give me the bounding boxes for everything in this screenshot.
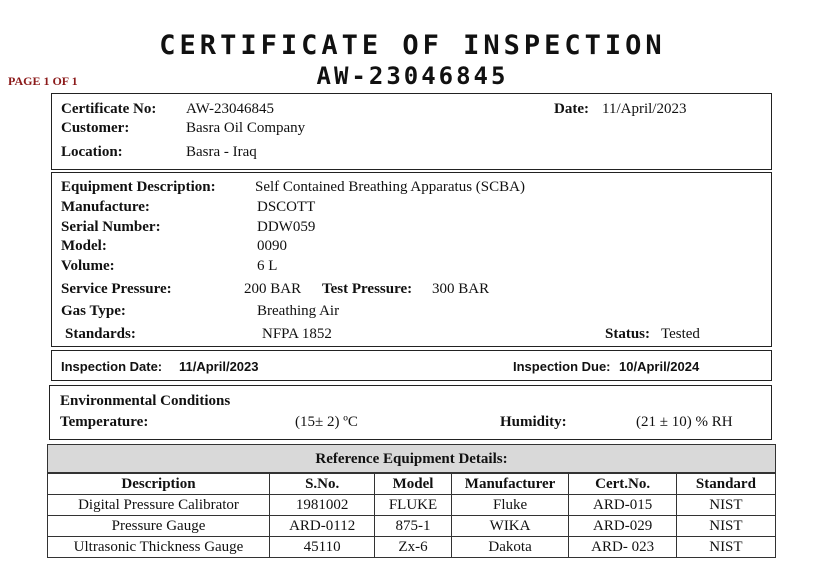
model-value: 0090: [257, 238, 287, 254]
column-header-model: Model: [375, 474, 451, 495]
temperature-value: (15± 2) ºC: [295, 414, 358, 430]
column-header-description: Description: [48, 474, 270, 495]
volume-value: 6 L: [257, 258, 278, 274]
status-label: Status:: [605, 326, 651, 342]
manufacture-label: Manufacture:: [61, 199, 150, 215]
table-cell: ARD-015: [569, 495, 676, 516]
standards-label: Standards:: [65, 326, 136, 342]
humidity-value: (21 ± 10) % RH: [636, 414, 733, 430]
column-header-manufacturer: Manufacturer: [451, 474, 569, 495]
environmental-heading: Environmental Conditions: [60, 393, 231, 409]
cert-no-label: Certificate No:: [61, 101, 157, 117]
table-cell: FLUKE: [375, 495, 451, 516]
inspection-date-label: Inspection Date:: [61, 359, 163, 374]
gas-type-label: Gas Type:: [61, 303, 126, 319]
volume-label: Volume:: [61, 258, 115, 274]
gas-type-value: Breathing Air: [257, 303, 340, 319]
table-cell: ARD-029: [569, 516, 676, 537]
service-pressure-label: Service Pressure:: [61, 281, 172, 297]
service-pressure-value: 200 BAR: [244, 281, 302, 297]
table-row: [48, 516, 776, 537]
customer-value: Basra Oil Company: [186, 120, 306, 136]
table-cell: Dakota: [451, 537, 569, 558]
table-cell: ARD-0112: [270, 516, 375, 537]
page-label: PAGE 1 OF 1: [8, 74, 78, 88]
equipment-box: [51, 172, 772, 347]
table-cell: NIST: [676, 537, 775, 558]
customer-label: Customer:: [61, 120, 130, 136]
location-value: Basra - Iraq: [186, 144, 257, 160]
equipment-description-value: Self Contained Breathing Apparatus (SCBA): [255, 179, 525, 195]
serial-number-value: DDW059: [257, 219, 316, 235]
table-cell: 1981002: [270, 495, 375, 516]
location-label: Location:: [61, 144, 123, 160]
table-cell: 875-1: [375, 516, 451, 537]
test-pressure-label: Test Pressure:: [322, 281, 413, 297]
table-cell: Ultrasonic Thickness Gauge: [48, 537, 270, 558]
reference-equipment-table: [47, 473, 776, 558]
equipment-description-label: Equipment Description:: [61, 179, 216, 195]
status-value: Tested: [661, 326, 700, 342]
table-cell: WIKA: [451, 516, 569, 537]
humidity-label: Humidity:: [500, 414, 567, 430]
test-pressure-value: 300 BAR: [432, 281, 490, 297]
reference-equipment-heading: Reference Equipment Details:: [47, 444, 776, 473]
serial-number-label: Serial Number:: [61, 219, 161, 235]
date-label: Date:: [554, 101, 589, 117]
table-cell: Pressure Gauge: [48, 516, 270, 537]
cert-no-value: AW-23046845: [186, 101, 274, 117]
temperature-label: Temperature:: [60, 414, 149, 430]
table-cell: NIST: [676, 495, 775, 516]
inspection-due-value: 10/April/2024: [619, 359, 700, 374]
column-header-standard: Standard: [676, 474, 775, 495]
certificate-title: CERTIFICATE OF INSPECTION: [159, 30, 666, 61]
certificate-code-heading: AW-23046845: [316, 62, 509, 90]
column-header-cert-no: Cert.No.: [569, 474, 676, 495]
table-cell: Zx-6: [375, 537, 451, 558]
model-label: Model:: [61, 238, 107, 254]
inspection-date-value: 11/April/2023: [179, 359, 259, 374]
table-cell: Fluke: [451, 495, 569, 516]
table-cell: NIST: [676, 516, 775, 537]
table-cell: Digital Pressure Calibrator: [48, 495, 270, 516]
standards-value: NFPA 1852: [262, 326, 332, 342]
manufacture-value: DSCOTT: [257, 199, 316, 215]
table-cell: ARD- 023: [569, 537, 676, 558]
table-cell: 45110: [270, 537, 375, 558]
date-value: 11/April/2023: [602, 101, 687, 117]
column-header-serial-no: S.No.: [270, 474, 375, 495]
table-row: [48, 495, 776, 516]
inspection-due-label: Inspection Due:: [513, 359, 611, 374]
table-header-row: [48, 474, 776, 495]
table-row: [48, 537, 776, 558]
